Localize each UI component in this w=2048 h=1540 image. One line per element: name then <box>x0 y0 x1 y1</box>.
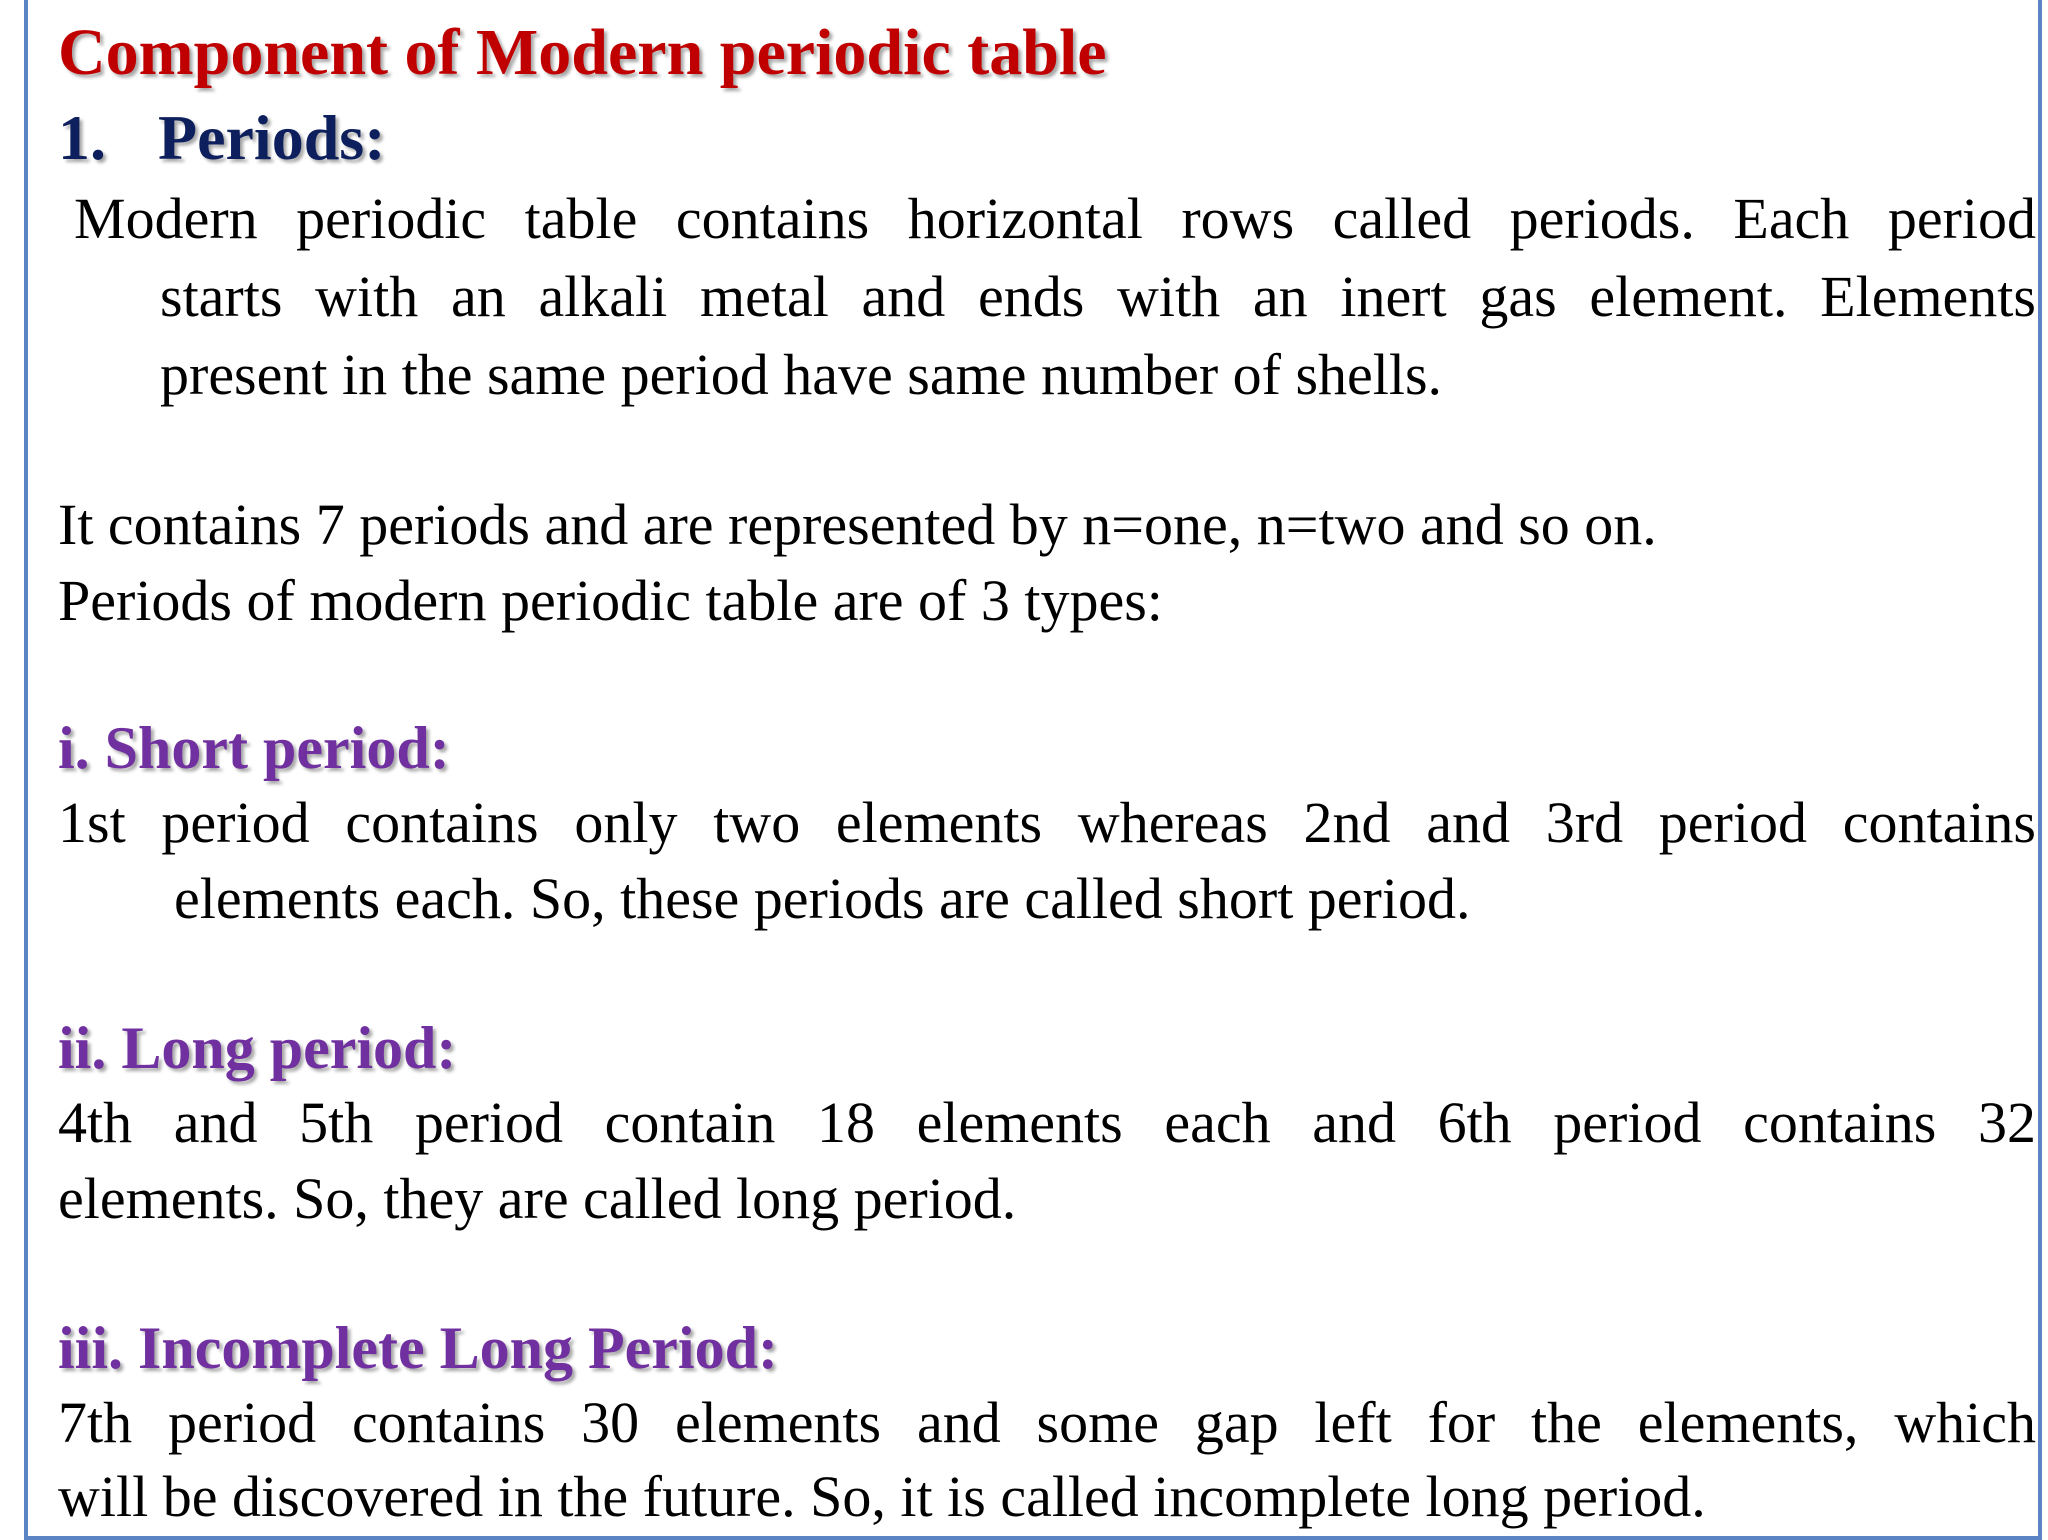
long-period-line-2: elements. So, they are called long period. <box>58 1166 1017 1231</box>
incomplete-period-heading: iii. Incomplete Long Period: <box>58 1315 778 1381</box>
count-line-1: It contains 7 periods and are represented by n=one, n=two and so on. <box>58 492 1657 557</box>
long-period-line-1: 4th and 5th period contain 18 elements each and 6th period contains 32 <box>58 1090 2036 1155</box>
count-line-2: Periods of modern periodic table are of 3 types: <box>58 568 1163 633</box>
incomplete-period-line-2: will be discovered in the future. So, it is called incomplete long period. <box>58 1464 1706 1529</box>
short-period-heading: i. Short period: <box>58 715 450 781</box>
intro-line-2: starts with an alkali metal and ends with an inert gas element. Elements <box>160 264 2036 329</box>
periods-heading-number: 1. <box>58 102 106 173</box>
slide-title: Component of Modern periodic table <box>58 16 1107 89</box>
periods-heading-label: Periods: <box>158 102 386 173</box>
long-period-heading: ii. Long period: <box>58 1015 457 1081</box>
slide-frame <box>24 0 2042 1540</box>
periods-heading <box>58 102 386 173</box>
intro-line-1: Modern periodic table contains horizontal rows called periods. Each period <box>74 186 2036 251</box>
incomplete-period-line-1: 7th period contains 30 elements and some gap left for the elements, which <box>58 1390 2036 1455</box>
short-period-line-2: elements each. So, these periods are called short period. <box>174 866 1471 931</box>
short-period-line-1: 1st period contains only two elements whereas 2nd and 3rd period contains <box>58 790 2036 855</box>
intro-line-3: present in the same period have same number of shells. <box>160 342 1443 407</box>
